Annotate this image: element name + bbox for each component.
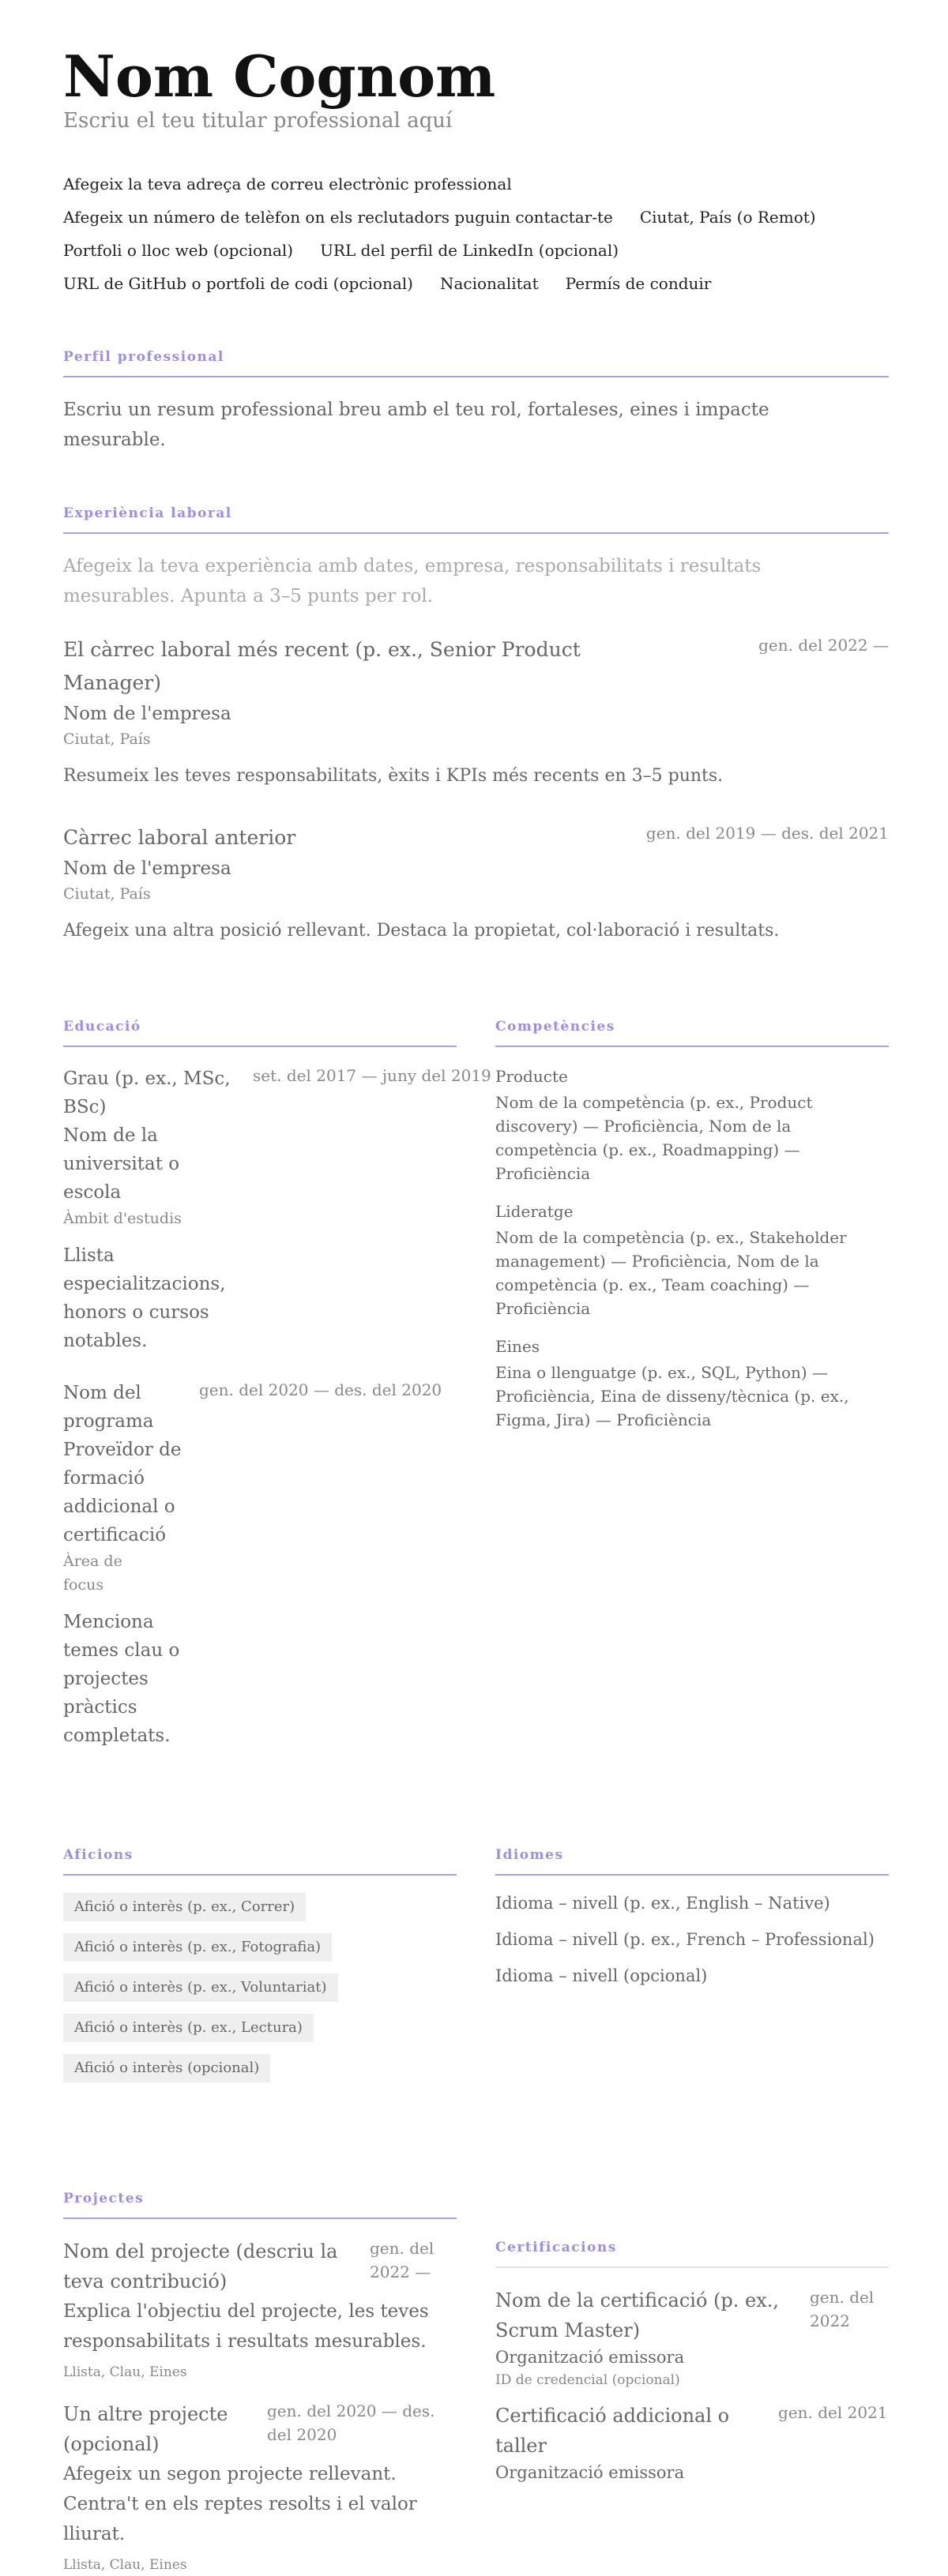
education-date: set. del 2017 — juny del 2019 <box>253 1066 491 1085</box>
job-description: Resumeix les teves responsabilitats, èxits i KPIs més recents en 3–5 punts. <box>63 766 724 786</box>
github-link[interactable]: URL de GitHub o portfoli de codi (opcional) <box>63 274 413 293</box>
phone[interactable]: Afegeix un número de telèfon on els reclutadors puguin contactar-te <box>63 208 613 227</box>
education-entry <box>63 1379 457 1750</box>
program: Nom del programa <box>63 1383 154 1432</box>
section-title: Perfil professional <box>63 349 224 365</box>
project-title: Un altre projecte (opcional) <box>63 2403 228 2455</box>
school: Nom de la universitat o escola <box>63 1125 180 1203</box>
degree: Grau (p. ex., MSc, BSc) <box>63 1068 231 1117</box>
divider <box>63 1874 457 1876</box>
projects-section <box>63 2191 457 2576</box>
focus-area: Àrea de focus <box>63 1553 122 1594</box>
skills-section <box>495 1019 889 1446</box>
section-title: Idiomes <box>495 1847 564 1863</box>
job-location: Ciutat, País <box>63 885 151 903</box>
certification-date: gen. del 2022 <box>810 2288 875 2330</box>
section-title: Educació <box>63 1019 141 1035</box>
divider <box>63 1046 457 1047</box>
education-entry <box>63 1065 491 1355</box>
experience-section <box>63 505 889 944</box>
job-date: gen. del 2022 — <box>758 636 889 655</box>
certification-entry <box>495 2401 889 2484</box>
section-title: Competències <box>495 1019 615 1035</box>
skill-category: Eines <box>495 1337 540 1356</box>
job-location: Ciutat, País <box>63 730 151 748</box>
divider <box>63 532 889 534</box>
issuer: Organització emissora <box>495 2348 685 2367</box>
language-item: Idioma – nivell (p. ex., English – Native) <box>495 1894 830 1913</box>
project-tags: Llista, Clau, Eines <box>63 2364 187 2380</box>
section-title: Certificacions <box>495 2240 617 2255</box>
job-title: El càrrec laboral més recent (p. ex., Senior Product Manager) <box>63 638 581 694</box>
languages-section <box>495 1847 889 2002</box>
certifications-section <box>495 2240 889 2484</box>
education-description: Llista especialitzacions, honors o cursos notables. <box>63 1245 226 1351</box>
project-entry <box>63 2236 457 2383</box>
hobbies-section <box>63 1847 457 2094</box>
education-description: Menciona temes clau o projectes pràctics completats. <box>63 1612 180 1746</box>
experience-intro: Afegeix la teva experiència amb dates, empresa, responsabilitats i resultats mesurables. Apunta a 3–5 punts per rol. <box>63 556 762 606</box>
project-entry <box>63 2399 457 2576</box>
project-description: Afegeix un segon projecte rellevant. Centra't en els reptes resolts i el valor lliurat. <box>63 2464 417 2544</box>
contact-info <box>63 172 843 305</box>
hobby-tag: Afició o interès (p. ex., Fotografia) <box>63 1933 332 1962</box>
issuer: Organització emissora <box>495 2463 685 2482</box>
project-description: Explica l'objectiu del projecte, les teves responsabilitats i resultats mesurables. <box>63 2301 429 2352</box>
project-title: Nom del projecte (descriu la teva contribució) <box>63 2240 338 2292</box>
divider <box>63 376 889 377</box>
skill-list: Eina o llenguatge (p. ex., SQL, Python) — Proficiència, Eina de disseny/tècnica (p. ex., Figma, Jira) — Proficiència <box>495 1363 849 1429</box>
certification-title: Certificació addicional o taller <box>495 2405 730 2457</box>
skill-category: Producte <box>495 1067 568 1086</box>
summary-text: Escriu un resum professional breu amb el teu rol, fortaleses, eines i impacte mesurable. <box>63 400 769 450</box>
portfolio-link[interactable]: Portfoli o lloc web (opcional) <box>63 241 294 260</box>
skill-category: Lideratge <box>495 1202 574 1221</box>
section-title: Aficions <box>63 1847 134 1863</box>
project-date: gen. del 2022 — <box>370 2239 434 2281</box>
job-title: Càrrec laboral anterior <box>63 826 296 849</box>
divider <box>63 2217 457 2219</box>
job-description: Afegeix una altra posició rellevant. Destaca la propietat, col·laboració i resultats. <box>63 921 780 941</box>
project-tags: Llista, Clau, Eines <box>63 2557 187 2573</box>
section-title: Projectes <box>63 2191 145 2206</box>
summary-section <box>63 349 889 455</box>
certification-title: Nom de la certificació (p. ex., Scrum Master) <box>495 2289 780 2341</box>
nationality: Nacionalitat <box>439 274 539 293</box>
credential-id: ID de credencial (opcional) <box>495 2372 680 2388</box>
linkedin-link[interactable]: URL del perfil de LinkedIn (opcional) <box>320 241 619 260</box>
hobby-tag: Afició o interès (opcional) <box>63 2054 270 2082</box>
email[interactable]: Afegeix la teva adreça de correu electrònic professional <box>63 175 512 193</box>
company: Nom de l'empresa <box>63 704 231 724</box>
headline: Escriu el teu titular professional aquí <box>63 109 453 133</box>
driving-license: Permís de conduir <box>565 274 712 293</box>
certification-date: gen. del 2021 <box>778 2403 888 2422</box>
location: Ciutat, País (o Remot) <box>639 208 816 227</box>
provider: Proveïdor de formació addicional o certificació <box>63 1440 182 1545</box>
skill-list: Nom de la competència (p. ex., Stakeholder management) — Proficiència, Nom de la competència (p. ex., Team coaching) — Proficiència <box>495 1228 847 1318</box>
certification-entry <box>495 2285 889 2391</box>
job-date: gen. del 2019 — des. del 2021 <box>645 824 889 843</box>
full-name: Nom Cognom <box>63 43 496 110</box>
skill-list: Nom de la competència (p. ex., Product discovery) — Proficiència, Nom de la competència (p. ex., Roadmapping) — Proficiència <box>495 1093 813 1183</box>
divider <box>495 1874 889 1876</box>
divider <box>495 1046 889 1047</box>
job-entry <box>63 633 889 790</box>
divider <box>495 2266 889 2268</box>
hobby-tag: Afició o interès (p. ex., Correr) <box>63 1893 306 1921</box>
language-item: Idioma – nivell (p. ex., French – Professional) <box>495 1930 875 1949</box>
job-entry <box>63 821 889 944</box>
education-section <box>63 1019 491 1769</box>
language-item: Idioma – nivell (opcional) <box>495 1966 708 1985</box>
hobby-tag: Afició o interès (p. ex., Lectura) <box>63 2014 314 2042</box>
field-of-study: Àmbit d'estudis <box>63 1210 182 1227</box>
section-title: Experiència laboral <box>63 505 232 521</box>
hobby-tag: Afició o interès (p. ex., Voluntariat) <box>63 1973 338 2002</box>
company: Nom de l'empresa <box>63 858 231 879</box>
education-date: gen. del 2020 — des. del 2020 <box>199 1380 442 1399</box>
project-date: gen. del 2020 — des. del 2020 <box>267 2401 435 2444</box>
